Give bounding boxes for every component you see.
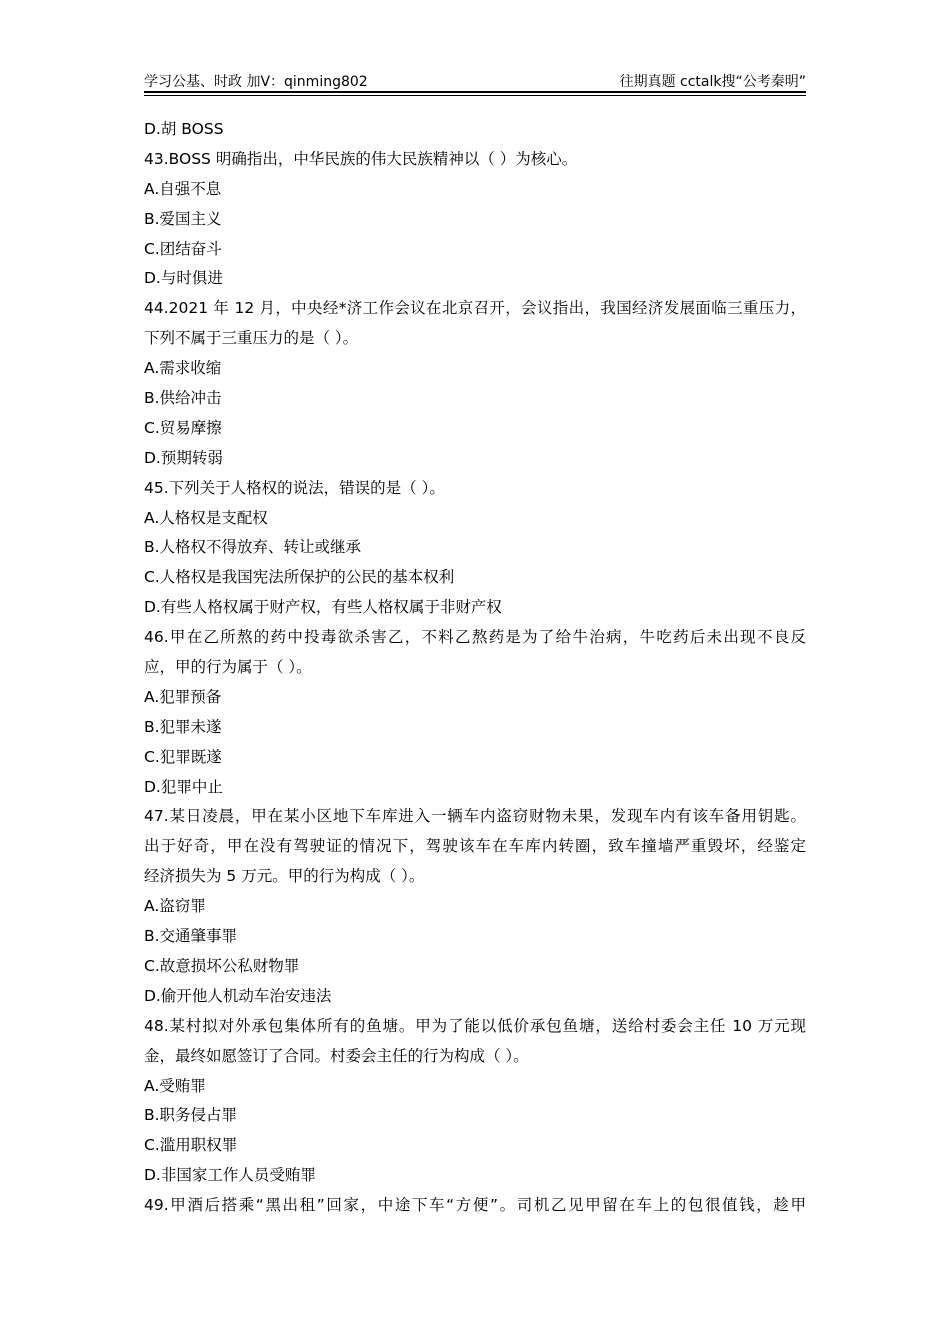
option-line: B.职务侵占罪: [144, 1106, 238, 1125]
option-line: D.犯罪中止: [144, 777, 223, 796]
header-divider-thick: [144, 91, 806, 93]
option-line: B.犯罪未遂: [144, 717, 222, 736]
option-line: A.人格权是支配权: [144, 508, 268, 527]
option-line: A.自强不息: [144, 179, 222, 198]
option-line: B.交通肇事罪: [144, 927, 238, 946]
question-45: 45.下列关于人格权的说法，错误的是（ ）。: [144, 478, 445, 497]
question-47: 47.某日凌晨，甲在某小区地下车库进入一辆车内盗窃财物未果，发现车内有该车备用钥匙。: [144, 807, 806, 826]
option-line: C.故意损坏公私财物罪: [144, 956, 300, 975]
option-line: C.滥用职权罪: [144, 1136, 238, 1155]
option-line: B.爱国主义: [144, 209, 222, 228]
option-line: C.团结奋斗: [144, 239, 222, 258]
question-46: 46.甲在乙所熬的药中投毒欲杀害乙，不料乙熬药是为了给牛治病，牛吃药后未出现不良反: [144, 628, 806, 647]
question-46-continued: 应，甲的行为属于（ ）。: [144, 658, 312, 677]
option-line: C.犯罪既遂: [144, 747, 222, 766]
option-line: D.有些人格权属于财产权，有些人格权属于非财产权: [144, 598, 502, 617]
option-line: D.与时俱进: [144, 269, 223, 288]
option-line: D.非国家工作人员受贿罪: [144, 1166, 316, 1185]
header-left-text: 学习公基、时政 加V：qinming802: [144, 74, 368, 90]
question-48: 48.某村拟对外承包集体所有的鱼塘。甲为了能以低价承包鱼塘，送给村委会主任 10 万元现: [144, 1016, 806, 1035]
question-44-continued: 下列不属于三重压力的是（ ）。: [144, 329, 359, 348]
question-48-continued: 金，最终如愿签订了合同。村委会主任的行为构成（ ）。: [144, 1046, 529, 1065]
option-line: D.预期转弱: [144, 448, 223, 467]
option-line: A.犯罪预备: [144, 687, 222, 706]
question-47-continued: 出于好奇，甲在没有驾驶证的情况下，驾驶该车在车库内转圈，致车撞墙严重毁坏，经鉴定: [144, 837, 806, 856]
option-line: A.受贿罪: [144, 1076, 206, 1095]
question-43: 43.BOSS 明确指出，中华民族的伟大民族精神以（ ）为核心。: [144, 149, 578, 168]
option-line: C.贸易摩擦: [144, 418, 222, 437]
header-divider-thin: [144, 95, 806, 96]
question-47-continued: 经济损失为 5 万元。甲的行为构成（ ）。: [144, 867, 425, 886]
option-line: A.需求收缩: [144, 359, 222, 378]
option-line: D.偷开他人机动车治安违法: [144, 986, 332, 1005]
question-44: 44.2021 年 12 月，中央经*济工作会议在北京召开，会议指出，我国经济发展面临三重压力，: [144, 299, 806, 318]
question-49: 49.甲酒后搭乘“黑出租”回家，中途下车“方便”。司机乙见甲留在车上的包很值钱，趁甲: [144, 1196, 806, 1215]
option-line: D.胡 BOSS: [144, 120, 224, 138]
option-line: C.人格权是我国宪法所保护的公民的基本权利: [144, 568, 455, 587]
option-line: B.供给冲击: [144, 389, 222, 408]
option-line: A.盗窃罪: [144, 897, 206, 916]
document-body: [144, 115, 806, 1221]
option-line: B.人格权不得放弃、转让或继承: [144, 538, 362, 557]
header-right-text: 往期真题 cctalk搜“公考秦明”: [619, 74, 806, 90]
